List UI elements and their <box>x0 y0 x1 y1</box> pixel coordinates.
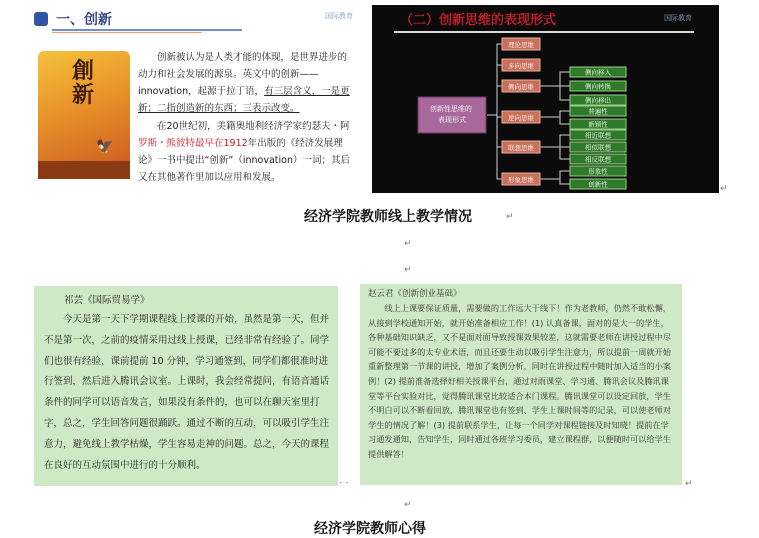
leaf-label: 普遍性 <box>588 107 608 116</box>
teacher-note-zhao-yunjun <box>360 284 682 485</box>
title-underline <box>52 29 242 31</box>
paragraph-mark: ↵ <box>404 500 412 510</box>
slide1-paragraph-2 <box>138 118 354 186</box>
root-node <box>418 97 486 133</box>
paragraph-mark: ↵ <box>404 265 412 275</box>
paragraph1-underlined: 有三层含义，一是更新；二指创造新的东西；三表示改变。 <box>138 86 350 114</box>
teacher-note-qi-yun <box>34 286 338 486</box>
paragraph2-highlight: 罗斯・熊彼特最早在1912 <box>138 138 248 149</box>
paragraph-mark: - - <box>339 478 349 488</box>
paragraph-mark: ↵ <box>685 479 693 489</box>
caption-teacher-reflections: 经济学院教师心得 <box>314 521 426 537</box>
slide1-paragraph-1 <box>138 49 354 117</box>
slide-thinking-forms <box>372 5 719 193</box>
paragraph2-text-end: 年出版的《经济发展理论》一书中提出“创新”（innovation）一词；其后又在其他著作里加以应用和发展。 <box>138 138 350 183</box>
root-label-line2: 表现形式 <box>438 116 466 124</box>
paragraph2-text: 在20世纪初，美籍奥地利经济学家约瑟夫・阿 <box>157 121 350 132</box>
paragraph-mark: ↵ <box>506 212 514 222</box>
caption-online-teaching: 经济学院教师线上教学情况 <box>304 209 472 225</box>
paragraph-mark: ↵ <box>720 184 728 194</box>
leaf-label: 侧向移出 <box>585 96 611 105</box>
paragraph1-text: 创新被认为是人类才能的体现，是世界进步的动力和社会发展的源泉。英文中的创新——innovation，起源于拉丁语， <box>138 52 348 97</box>
root-label-line1: 创新性思维的 <box>429 105 472 113</box>
branch-label: 理论思维 <box>508 41 534 49</box>
slide1-logo: 国际教育 <box>325 12 353 20</box>
note-header: 赵云君《创新创业基础》 <box>368 289 462 299</box>
leaf-label: 相反联想 <box>585 155 611 164</box>
leaf-label: 侧向移入 <box>585 68 611 77</box>
slide1-title: 一、创新 <box>56 12 112 28</box>
eagle-icon: 🦅 <box>96 139 114 155</box>
bullet-icon <box>34 12 48 26</box>
book-cover-title: 創新 <box>71 58 94 108</box>
slide2-title: （二）创新思维的表现形式 <box>400 13 557 28</box>
book-cover-ground <box>38 161 130 179</box>
book-cover-image <box>38 51 130 179</box>
slide2-logo: 国际教育 <box>664 14 692 22</box>
branch-label: 联想思维 <box>508 144 534 152</box>
note-header: 祁芸《国际贸易学》 <box>64 295 150 306</box>
mind-map-diagram <box>372 5 719 193</box>
branch-label: 逆向思维 <box>508 114 534 122</box>
leaf-label: 创新性 <box>588 180 608 189</box>
leaf-label: 相近联想 <box>585 131 611 140</box>
title-underline-accent <box>52 32 202 33</box>
slide-innovation <box>32 5 362 193</box>
leaf-label: 相似联想 <box>585 143 611 152</box>
leaf-label: 形象性 <box>588 167 608 176</box>
paragraph-mark: ↵ <box>404 239 412 249</box>
branch-label: 形象思维 <box>508 176 534 184</box>
leaf-label: 新颖性 <box>588 120 608 129</box>
note-body: 今天是第一天下学期课程线上授课的开始，虽然是第一天，但并不是第一次，之前的疫情采用过线上授课，已经非常有经验了。同学们也很有经验，课前提前 10 分钟，学习通签到，同学们都很准时进行签到，然后进入腾讯会议室。上课时，我会经常提问，有语音通话条件的同学可以语音发言，如果没有条件的，也可以在聊天室里打字，总之，学生回答问题很踊跃。通过不断的互动，可以吸引学生注意力，避免线上教学枯燥，学生容易走神的问题。总之，今天的课程在良好的互动氛围中进行的十分顺利。 <box>44 314 330 471</box>
leaf-label: 侧向转换 <box>585 82 611 91</box>
branch-label: 多向思维 <box>508 62 534 70</box>
note-body: 线上上课要保证质量，需要做的工作远大于线下！作为老教师，仍然不敢松懈，从接到学校通知开始，就开始准备相应工作！(1) 认真备课，面对的是大一的学生，各种基础知识缺乏，又不是面对面导致授课效果较差，这就需要老师在讲授过程中尽可能不要过多的太专业术语，而且还要生动以吸引学生注意力，所以提前一周就开始重新整理第一节课的讲授，增加了案例分析，同时在讲授过程中随时加入适当的小案例！(2) 提前准备选择好相关授课平台，通过对雨课堂、学习通、腾讯会议及腾讯课堂等平台实验对比，觉得腾讯课堂比较适合本门课程。腾讯课堂可以设定回放，学生不明白可以不断看回放，腾讯课堂也有签到、学生上课时间等的记录，可以使老师对学生的情况了解！(3) 提前联系学生，让每一个同学对课程链接及时知晓！提前在学习通发通知，告知学生，同时通过各班学习委员，建立课程群，以便随时可以给学生提供解答！ <box>368 303 671 459</box>
branch-label: 侧向思维 <box>508 83 534 91</box>
